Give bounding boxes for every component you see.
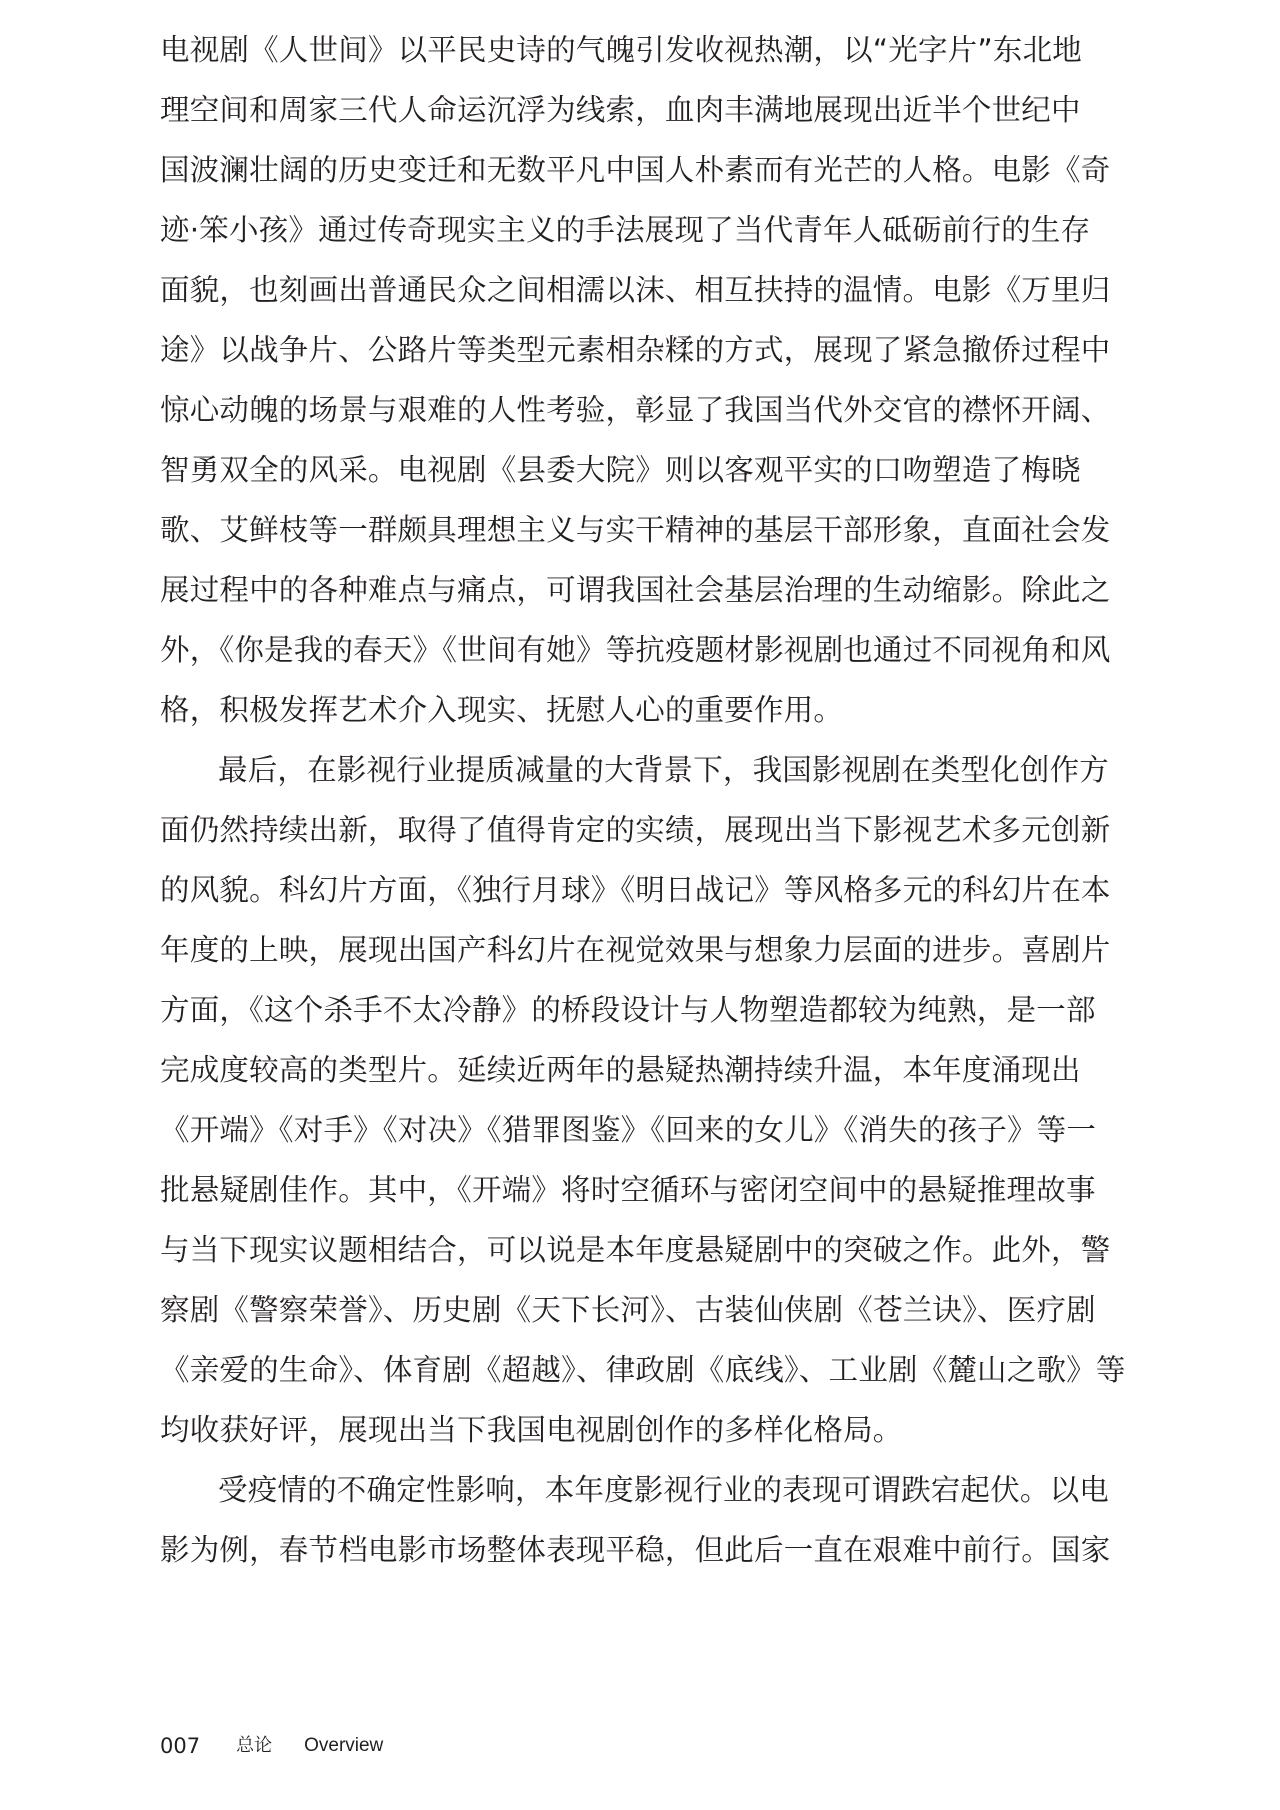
text-line: 察剧《警察荣誉》、历史剧《天下长河》、古装仙侠剧《苍兰诀》、医疗剧 xyxy=(160,1293,1096,1327)
text-line: 《亲爱的生命》、体育剧《超越》、律政剧《底线》、工业剧《麓山之歌》等 xyxy=(160,1353,1126,1387)
text-line: 年度的上映，展现出国产科幻片在视觉效果与想象力层面的进步。喜剧片 xyxy=(160,933,1111,967)
text-line: 歌、艾鲜枝等一群颇具理想主义与实干精神的基层干部形象，直面社会发 xyxy=(160,513,1111,547)
text-line: 的风貌。科幻片方面，《独行月球》《明日战记》等风格多元的科幻片在本 xyxy=(160,873,1111,907)
text-line: 迹·笨小孩》通过传奇现实主义的手法展现了当代青年人砥砺前行的生存 xyxy=(160,213,1091,247)
section-title-english: Overview xyxy=(304,1735,384,1756)
text-line: 影为例，春节档电影市场整体表现平稳，但此后一直在艰难中前行。国家 xyxy=(160,1533,1111,1567)
text-line: 理空间和周家三代人命运沉浮为线索，血肉丰满地展现出近半个世纪中 xyxy=(160,93,1081,127)
text-line: 电视剧《人世间》以平民史诗的气魄引发收视热潮，以“光字片”东北地 xyxy=(160,33,1082,67)
body-text xyxy=(160,20,1135,1580)
text-line: 格，积极发挥艺术介入现实、抚慰人心的重要作用。 xyxy=(160,693,844,727)
text-line: 智勇双全的风采。电视剧《县委大院》则以客观平实的口吻塑造了梅晓 xyxy=(160,453,1081,487)
text-line: 完成度较高的类型片。延续近两年的悬疑热潮持续升温，本年度涌现出 xyxy=(160,1053,1081,1087)
text-line: 面仍然持续出新，取得了值得肯定的实绩，展现出当下影视艺术多元创新 xyxy=(160,813,1111,847)
page-number: 007 xyxy=(160,1734,201,1758)
text-line: 批悬疑剧佳作。其中，《开端》将时空循环与密闭空间中的悬疑推理故事 xyxy=(160,1173,1096,1207)
paragraph-first-line: 最后，在影视行业提质减量的大背景下，我国影视剧在类型化创作方 xyxy=(218,753,1110,787)
paragraph-first-line: 受疫情的不确定性影响，本年度影视行业的表现可谓跌宕起伏。以电 xyxy=(218,1473,1110,1507)
text-line: 惊心动魄的场景与艰难的人性考验，彰显了我国当代外交官的襟怀开阔、 xyxy=(160,393,1111,427)
text-line: 方面，《这个杀手不太冷静》的桥段设计与人物塑造都较为纯熟，是一部 xyxy=(160,993,1096,1027)
text-line: 均收获好评，展现出当下我国电视剧创作的多样化格局。 xyxy=(160,1413,903,1447)
text-line: 《开端》《对手》《对决》《猎罪图鉴》《回来的女儿》《消失的孩子》等一 xyxy=(160,1113,1097,1147)
text-line: 国波澜壮阔的历史变迁和无数平凡中国人朴素而有光芒的人格。电影《奇 xyxy=(160,153,1111,187)
text-line: 途》以战争片、公路片等类型元素相杂糅的方式，展现了紧急撤侨过程中 xyxy=(160,333,1111,367)
section-title-chinese: 总论 xyxy=(236,1735,273,1756)
text-line: 展过程中的各种难点与痛点，可谓我国社会基层治理的生动缩影。除此之 xyxy=(160,573,1111,607)
text-line: 与当下现实议题相结合，可以说是本年度悬疑剧中的突破之作。此外，警 xyxy=(160,1233,1111,1267)
page-footer xyxy=(160,1732,383,1760)
text-line: 外，《你是我的春天》《世间有她》等抗疫题材影视剧也通过不同视角和风 xyxy=(160,633,1111,667)
text-line: 面貌，也刻画出普通民众之间相濡以沫、相互扶持的温情。电影《万里归 xyxy=(160,273,1111,307)
